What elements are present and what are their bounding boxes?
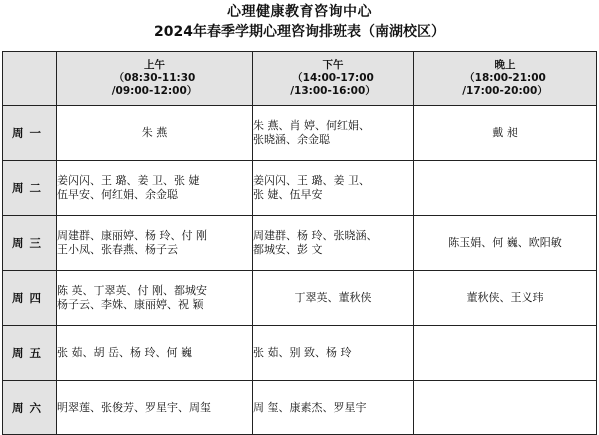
staff-line: 戴 昶 <box>492 126 518 139</box>
evening-cell <box>414 381 597 435</box>
header-morning-label: 上午 <box>144 59 165 71</box>
table-row <box>3 326 597 381</box>
table-row <box>3 381 597 435</box>
header-row <box>3 52 597 106</box>
header-afternoon <box>253 52 414 106</box>
staff-line: 张 茹、别 致、杨 玲 <box>253 346 352 359</box>
day-label: 周四 <box>3 271 57 326</box>
header-corner-cell <box>3 52 57 106</box>
staff-line: 陈 英、丁翠英、付 刚、都城安 <box>57 284 207 297</box>
table-row <box>3 271 597 326</box>
staff-line: 姜闪闪、王 璐、姜 卫、张 婕 <box>57 174 200 187</box>
page-subtitle: 2024年春季学期心理咨询排班表（南湖校区） <box>154 24 445 40</box>
staff-line: 丁翠英、董秋侠 <box>294 291 372 304</box>
day-label: 周六 <box>3 381 57 435</box>
evening-cell <box>414 271 597 326</box>
staff-line: 张 婕、伍早安 <box>253 188 323 201</box>
staff-line: 周 玺、康素杰、罗星宇 <box>253 400 367 414</box>
morning-cell <box>57 161 253 216</box>
staff-line: 周建群、杨 玲、张晓涵、 <box>253 229 378 242</box>
afternoon-cell <box>253 161 414 216</box>
afternoon-cell <box>253 216 414 271</box>
staff-line: 张 茹、胡 岳、杨 玲、何 巍 <box>57 346 192 359</box>
morning-cell <box>57 381 253 435</box>
staff-line: 都城安、彭 文 <box>253 243 323 256</box>
header-afternoon-label: 下午 <box>322 59 344 71</box>
staff-line: 董秋侠、王义玮 <box>466 291 544 304</box>
staff-line: 朱 燕、肖 婷、何红娟、 <box>253 119 370 132</box>
morning-cell <box>57 106 253 161</box>
afternoon-cell <box>253 381 414 435</box>
evening-cell <box>414 106 597 161</box>
staff-line: 王小凤、张春燕、杨子云 <box>57 243 178 256</box>
evening-cell <box>414 161 597 216</box>
staff-line: 张晓涵、余金聪 <box>253 133 330 146</box>
staff-line: 明翠莲、张俊芳、罗星宇、周玺 <box>57 400 211 414</box>
day-label: 周一 <box>3 106 57 161</box>
evening-cell <box>414 326 597 381</box>
day-label: 周五 <box>3 326 57 381</box>
header-morning <box>57 52 253 106</box>
header-evening <box>414 52 597 106</box>
staff-line: 伍早安、何红娟、余金聪 <box>57 188 178 201</box>
header-morning-time2: /09:00-12:00） <box>111 85 198 97</box>
header-morning-time1: （08:30-11:30 <box>113 72 196 84</box>
staff-line: 朱 燕 <box>141 126 168 139</box>
staff-line: 周建群、康丽婷、杨 玲、付 刚 <box>57 229 207 242</box>
page-title: 心理健康教育咨询中心 <box>227 4 372 20</box>
header-afternoon-time2: /13:00-16:00） <box>290 85 376 97</box>
morning-cell <box>57 216 253 271</box>
table-row <box>3 106 597 161</box>
morning-cell <box>57 271 253 326</box>
staff-line: 陈玉娟、何 巍、欧阳敏 <box>448 236 562 249</box>
title-block <box>0 2 599 42</box>
evening-cell <box>414 216 597 271</box>
header-evening-time1: （18:00-21:00 <box>464 72 546 84</box>
header-evening-label: 晚上 <box>494 59 516 71</box>
day-label: 周三 <box>3 216 57 271</box>
day-label: 周二 <box>3 161 57 216</box>
afternoon-cell <box>253 106 414 161</box>
header-afternoon-time1: （14:00-17:00 <box>292 72 374 84</box>
table-row <box>3 161 597 216</box>
staff-line: 杨子云、李姝、康丽婷、祝 颖 <box>57 298 204 311</box>
table-row <box>3 216 597 271</box>
staff-line: 姜闪闪、王 璐、姜 卫、 <box>253 174 370 187</box>
afternoon-cell <box>253 326 414 381</box>
schedule-table <box>2 51 597 435</box>
afternoon-cell <box>253 271 414 326</box>
morning-cell <box>57 326 253 381</box>
header-evening-time2: /17:00-20:00） <box>462 85 548 97</box>
